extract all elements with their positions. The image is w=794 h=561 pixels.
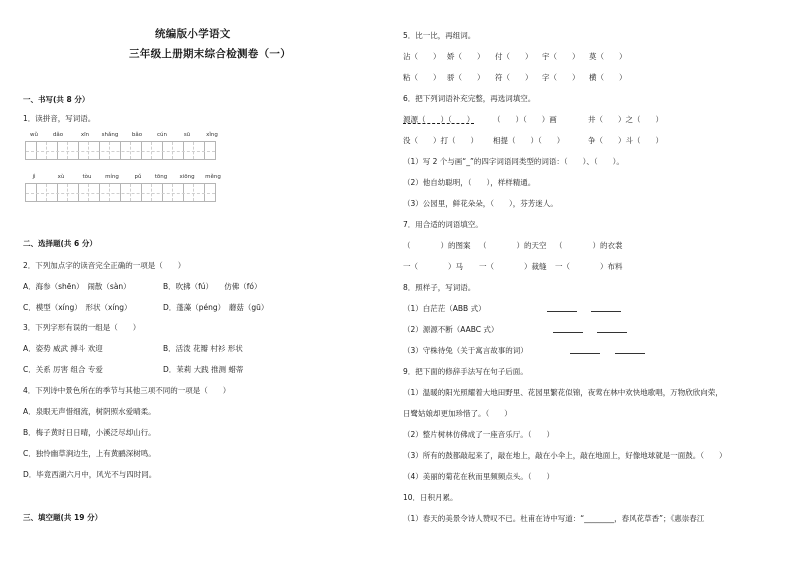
question-8-stem: 8．照样子，写词语。	[403, 283, 476, 292]
q9-subquestion-1-line1: （1）温暖的阳光照耀着大地田野里、花园里繁花似锦，夜莺在林中欢快地歌唱，万物欣欣向荣，	[403, 388, 723, 397]
q5-item[interactable]: 粘（ ）	[403, 73, 441, 82]
answer-blank[interactable]	[570, 347, 600, 356]
q9-subquestion-3[interactable]: （3）所有的鼓都敲起来了，敲在地上，敲在小伞上，敲在地面上，好像地球就是一面鼓。（ ）	[403, 451, 727, 460]
pinyin-label: míng	[105, 174, 119, 180]
writing-grid[interactable]	[25, 183, 216, 202]
pinyin-label: xīn	[80, 132, 90, 138]
q9-subquestion-1-line2[interactable]: 日鹭姑娘却更加珍惜了。（ ）	[403, 409, 512, 418]
question-3-option-d[interactable]: D．茉莉 大践 推测 蜡蒂	[163, 365, 244, 374]
question-1-stem: 1．读拼音，写词语。	[23, 114, 96, 123]
pinyin-label: xǐng	[206, 132, 218, 138]
q8-subquestion-1: （1）白茫茫（ABB 式）	[403, 304, 486, 313]
q7-item[interactable]: （ ）的图案	[403, 241, 471, 250]
question-4-option-a[interactable]: A．泉眼无声惜细流，树阴照水爱晴柔。	[23, 407, 156, 416]
pinyin-label: xiōng	[179, 174, 195, 180]
answer-blank[interactable]	[553, 326, 583, 335]
question-6-stem: 6．把下列词语补充完整，再选词填空。	[403, 94, 536, 103]
q5-item[interactable]: 莫（ ）	[589, 52, 627, 61]
q6-subquestion-2[interactable]: （2）他自幼聪明，（ ），样样精通。	[403, 178, 536, 187]
pinyin-label: tōng	[154, 174, 168, 180]
q7-item[interactable]: 一（ ）布料	[555, 262, 623, 271]
answer-blank[interactable]	[615, 347, 645, 356]
answer-blank[interactable]	[547, 305, 577, 314]
page-title-line1: 统编版小学语文	[155, 28, 231, 40]
q8-subquestion-2: （2）源源不断（AABC 式）	[403, 325, 499, 334]
q6-item[interactable]: 相提（ ）（ ）	[493, 136, 565, 145]
q8-subquestion-3: （3）守株待兔（关于寓言故事的词）	[403, 346, 528, 355]
q5-item[interactable]: 符（ ）	[495, 73, 533, 82]
question-3-option-c[interactable]: C．关系 厉害 组合 专爱	[23, 365, 103, 374]
section-heading-writing: 一、书写(共 8 分）	[23, 95, 90, 104]
pinyin-label: tòu	[82, 174, 92, 180]
q6-subquestion-3[interactable]: （3）公园里，鲜花朵朵，（ ），芬芳迷人。	[403, 199, 558, 208]
question-5-stem: 5．比一比，再组词。	[403, 31, 476, 40]
question-4-option-c[interactable]: C．独怜幽草涧边生，上有黄鹂深树鸣。	[23, 449, 156, 458]
q6-item-underlined[interactable]: 源源（ ）（ ）	[403, 115, 475, 124]
question-3-option-b[interactable]: B．活泼 花瓣 村衫 形状	[163, 344, 243, 353]
question-4-option-d[interactable]: D．毕竟西湖六月中，风光不与四时同。	[23, 470, 157, 479]
q6-item[interactable]: （ ）（ ）画	[493, 115, 557, 124]
q6-item[interactable]: 争（ ）斗（ ）	[588, 136, 663, 145]
question-4-option-b[interactable]: B．梅子黄时日日晴，小溪泛尽却山行。	[23, 428, 156, 437]
pinyin-label: sū	[183, 132, 191, 138]
q7-item[interactable]: 一（ ）裁缝	[479, 262, 547, 271]
answer-blank[interactable]	[591, 305, 621, 314]
pinyin-label: wǔ	[30, 132, 38, 138]
q7-item[interactable]: 一（ ）马	[403, 262, 463, 271]
question-3-stem: 3．下列字形有误的一组是（ ）	[23, 323, 141, 332]
pinyin-row-1	[23, 133, 383, 163]
answer-blank[interactable]	[597, 326, 627, 335]
question-2-option-d[interactable]: D．蓬藻（péng） 蘑菇（gū）	[163, 303, 269, 312]
q10-subquestion-1[interactable]: （1）春天的美景令诗人赞叹不已。杜甫在诗中写道：“________，春风花草香”；《惠崇春江	[403, 514, 705, 523]
question-3-option-a[interactable]: A．姿势 威武 搏斗 欢迎	[23, 344, 103, 353]
question-10-stem: 10．日积月累。	[403, 493, 458, 502]
pinyin-label: pǔ	[134, 174, 142, 180]
q7-item[interactable]: （ ）的天空	[479, 241, 547, 250]
pinyin-label: bǎo	[131, 132, 143, 138]
pinyin-label: měng	[205, 174, 221, 180]
pinyin-label: shǎng	[101, 132, 119, 138]
pinyin-label: dǎo	[52, 132, 64, 138]
q5-item[interactable]: 骄（ ）	[447, 73, 485, 82]
question-7-stem: 7．用合适的词语填空。	[403, 220, 483, 229]
question-2-option-c[interactable]: C．模型（xíng） 形状（xíng）	[23, 303, 132, 312]
q9-subquestion-4[interactable]: （4）美丽的菊花在秋而里频频点头。（ ）	[403, 472, 555, 481]
question-9-stem: 9．把下面的修辞手法写在句子后面。	[403, 367, 528, 376]
writing-grid[interactable]	[25, 141, 216, 160]
q5-item[interactable]: 付（ ）	[495, 52, 533, 61]
q7-item[interactable]: （ ）的衣裳	[555, 241, 623, 250]
q5-item[interactable]: 宇（ ）	[542, 52, 580, 61]
question-2-option-b[interactable]: B．吹拂（fú） 仿佛（fó）	[163, 282, 262, 291]
q5-item[interactable]: 横（ ）	[589, 73, 627, 82]
question-4-stem: 4．下列诗中景色所在的季节与其他三项不同的一项是（ ）	[23, 386, 231, 395]
page-title-line2: 三年级上册期末综合检测卷（一）	[129, 48, 291, 60]
q5-item[interactable]: 字（ ）	[542, 73, 580, 82]
section-heading-choice: 二、选择题(共 6 分）	[23, 239, 97, 248]
q5-item[interactable]: 娇（ ）	[447, 52, 485, 61]
q6-subquestion-1[interactable]: （1）写 2 个与画“_”的四字词语同类型的词语：（ ）、（ ）。	[403, 157, 624, 166]
q9-subquestion-2[interactable]: （2）整片树林仿佛成了一座音乐厅。（ ）	[403, 430, 555, 439]
q6-item[interactable]: 没（ ）打（ ）	[403, 136, 478, 145]
pinyin-label: xù	[57, 174, 65, 180]
section-heading-fill: 三、填空题(共 19 分）	[23, 513, 103, 522]
pinyin-label: cún	[157, 132, 167, 138]
q5-item[interactable]: 沾（ ）	[403, 52, 441, 61]
pinyin-label: jì	[32, 174, 36, 180]
question-2-option-a[interactable]: A．海参（shēn） 闹散（sàn）	[23, 282, 131, 291]
pinyin-row-2	[23, 175, 383, 205]
question-2-stem: 2．下列加点字的读音完全正确的一项是（ ）	[23, 261, 186, 270]
q6-item[interactable]: 井（ ）之（ ）	[588, 115, 663, 124]
